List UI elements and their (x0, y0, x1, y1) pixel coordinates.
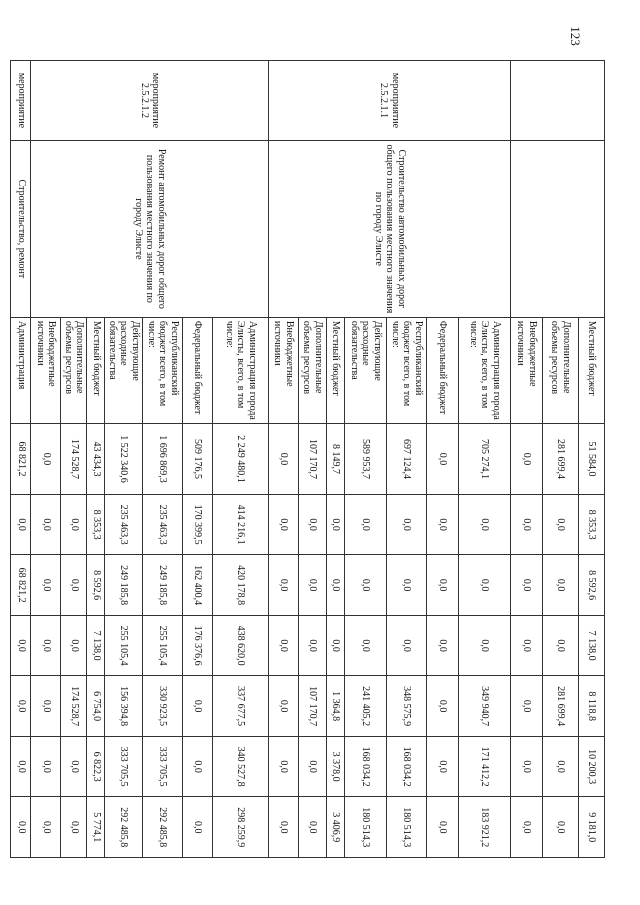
event-code-cell: мероприятие (11, 61, 31, 141)
amount-cell: 414 216,1 (213, 494, 269, 555)
amount-cell: 0,0 (299, 736, 327, 797)
amount-cell: 0,0 (511, 736, 543, 797)
amount-cell: 168 034,2 (387, 736, 427, 797)
amount-cell: 0,0 (543, 494, 579, 555)
amount-cell: 0,0 (61, 736, 87, 797)
funding-source-cell: Внебюджетные источники (269, 317, 299, 423)
table-row (213, 61, 269, 858)
amount-cell: 255 105,4 (105, 615, 143, 676)
amount-cell: 281 699,4 (543, 424, 579, 495)
amount-cell: 0,0 (427, 797, 459, 858)
event-code-cell: мероприятие 2.5.2.1.1 (269, 61, 511, 141)
amount-cell: 0,0 (299, 494, 327, 555)
amount-cell: 235 463,3 (105, 494, 143, 555)
table-row (459, 61, 511, 858)
amount-cell: 5 774,1 (87, 797, 105, 858)
amount-cell: 340 527,8 (213, 736, 269, 797)
amount-cell: 0,0 (427, 736, 459, 797)
amount-cell: 0,0 (345, 494, 387, 555)
amount-cell: 509 176,5 (183, 424, 213, 495)
rotated-table-wrapper (15, 60, 605, 858)
amount-cell: 0,0 (269, 494, 299, 555)
amount-cell: 0,0 (327, 555, 345, 616)
amount-cell: 0,0 (543, 797, 579, 858)
amount-cell: 0,0 (183, 797, 213, 858)
amount-cell: 0,0 (183, 676, 213, 737)
amount-cell: 292 485,8 (143, 797, 183, 858)
funding-source-cell: Внебюджетные источники (511, 317, 543, 423)
amount-cell: 68 821,2 (11, 555, 31, 616)
rotated-page-area (15, 60, 605, 858)
amount-cell: 162 400,4 (183, 555, 213, 616)
amount-cell: 333 705,5 (143, 736, 183, 797)
amount-cell: 8 353,3 (87, 494, 105, 555)
amount-cell: 8 353,3 (579, 494, 605, 555)
amount-cell: 0,0 (511, 797, 543, 858)
amount-cell: 0,0 (61, 555, 87, 616)
amount-cell: 0,0 (427, 615, 459, 676)
funding-source-cell: Федеральный бюджет (183, 317, 213, 423)
amount-cell: 6 822,3 (87, 736, 105, 797)
amount-cell: 0,0 (31, 615, 61, 676)
amount-cell: 0,0 (427, 424, 459, 495)
amount-cell: 51 584,0 (579, 424, 605, 495)
amount-cell: 8 592,6 (579, 555, 605, 616)
amount-cell: 0,0 (31, 797, 61, 858)
amount-cell: 0,0 (327, 615, 345, 676)
amount-cell: 0,0 (327, 494, 345, 555)
amount-cell: 0,0 (11, 797, 31, 858)
event-name-cell (511, 140, 605, 317)
amount-cell: 9 181,0 (579, 797, 605, 858)
amount-cell: 0,0 (31, 555, 61, 616)
funding-source-cell: Местный бюджет (87, 317, 105, 423)
amount-cell: 0,0 (427, 494, 459, 555)
amount-cell: 0,0 (299, 555, 327, 616)
amount-cell: 0,0 (511, 494, 543, 555)
event-name-cell: Ремонт автомобильных дорог общего пользования местного значения по городу Элисте (31, 140, 269, 317)
amount-cell: 255 105,4 (143, 615, 183, 676)
funding-source-cell: Дополнительные объемы ресурсов (299, 317, 327, 423)
amount-cell: 0,0 (543, 555, 579, 616)
amount-cell: 0,0 (31, 424, 61, 495)
funding-source-cell: Федеральный бюджет (427, 317, 459, 423)
amount-cell: 705 274,1 (459, 424, 511, 495)
amount-cell: 0,0 (31, 676, 61, 737)
amount-cell: 241 405,2 (345, 676, 387, 737)
funding-source-cell: Местный бюджет (327, 317, 345, 423)
funding-source-cell: Администрация города Элисты, всего, в том числе: (213, 317, 269, 423)
funding-source-cell: Администрация города Элисты, всего, в том числе: (459, 317, 511, 423)
funding-source-cell: Республиканский бюджет всего, в том числе: (143, 317, 183, 423)
amount-cell: 0,0 (459, 494, 511, 555)
amount-cell: 168 034,2 (345, 736, 387, 797)
amount-cell: 0,0 (387, 555, 427, 616)
amount-cell: 6 754,0 (87, 676, 105, 737)
amount-cell: 0,0 (183, 736, 213, 797)
amount-cell: 0,0 (269, 676, 299, 737)
amount-cell: 0,0 (387, 615, 427, 676)
amount-cell: 0,0 (387, 494, 427, 555)
amount-cell: 176 376,6 (183, 615, 213, 676)
funding-source-cell: Республиканский бюджет всего, в том числе: (387, 317, 427, 423)
amount-cell: 0,0 (11, 615, 31, 676)
table-row (11, 61, 31, 858)
amount-cell: 281 699,4 (543, 676, 579, 737)
event-name-cell: Строительство автомобильных дорог общего пользования местного значения по городу Элисте (269, 140, 511, 317)
amount-cell: 8 149,7 (327, 424, 345, 495)
amount-cell: 0,0 (31, 494, 61, 555)
amount-cell: 156 394,8 (105, 676, 143, 737)
amount-cell: 235 463,3 (143, 494, 183, 555)
amount-cell: 0,0 (543, 615, 579, 676)
funding-source-cell: Дополнительные объемы ресурсов (61, 317, 87, 423)
amount-cell: 7 138,0 (87, 615, 105, 676)
budget-table (11, 60, 606, 858)
table-row (579, 61, 605, 858)
amount-cell: 1 696 869,3 (143, 424, 183, 495)
page-number: 123 (567, 26, 583, 46)
amount-cell: 249 185,8 (143, 555, 183, 616)
amount-cell: 298 259,9 (213, 797, 269, 858)
amount-cell: 333 705,5 (105, 736, 143, 797)
amount-cell: 330 923,5 (143, 676, 183, 737)
amount-cell: 8 592,6 (87, 555, 105, 616)
amount-cell: 0,0 (61, 797, 87, 858)
funding-source-cell: Действующие расходные обязательства (105, 317, 143, 423)
funding-source-cell: Местный бюджет (579, 317, 605, 423)
amount-cell: 0,0 (61, 615, 87, 676)
event-code-cell (511, 61, 605, 141)
amount-cell: 180 514,3 (387, 797, 427, 858)
amount-cell: 0,0 (31, 736, 61, 797)
amount-cell: 8 118,8 (579, 676, 605, 737)
amount-cell: 348 575,9 (387, 676, 427, 737)
amount-cell: 2 249 480,1 (213, 424, 269, 495)
amount-cell: 171 412,2 (459, 736, 511, 797)
funding-source-cell: Администрация (11, 317, 31, 423)
amount-cell: 0,0 (11, 676, 31, 737)
amount-cell: 174 528,7 (61, 676, 87, 737)
amount-cell: 0,0 (427, 555, 459, 616)
amount-cell: 0,0 (427, 676, 459, 737)
amount-cell: 170 399,5 (183, 494, 213, 555)
amount-cell: 697 124,4 (387, 424, 427, 495)
event-code-cell: мероприятие 2.5.2.1.2 (31, 61, 269, 141)
amount-cell: 589 953,7 (345, 424, 387, 495)
amount-cell: 3 406,9 (327, 797, 345, 858)
amount-cell: 0,0 (299, 797, 327, 858)
amount-cell: 0,0 (61, 494, 87, 555)
amount-cell: 0,0 (269, 555, 299, 616)
amount-cell: 180 514,3 (345, 797, 387, 858)
amount-cell: 0,0 (543, 736, 579, 797)
funding-source-cell: Внебюджетные источники (31, 317, 61, 423)
amount-cell: 0,0 (269, 424, 299, 495)
amount-cell: 107 170,7 (299, 676, 327, 737)
amount-cell: 0,0 (299, 615, 327, 676)
amount-cell: 420 178,8 (213, 555, 269, 616)
amount-cell: 0,0 (459, 555, 511, 616)
amount-cell: 0,0 (511, 424, 543, 495)
amount-cell: 1 522 340,6 (105, 424, 143, 495)
amount-cell: 1 364,8 (327, 676, 345, 737)
amount-cell: 10 200,3 (579, 736, 605, 797)
event-name-cell: Строительство, ремонт (11, 140, 31, 317)
amount-cell: 349 940,7 (459, 676, 511, 737)
amount-cell: 249 185,8 (105, 555, 143, 616)
amount-cell: 0,0 (345, 615, 387, 676)
funding-source-cell: Действующие расходные обязательства (345, 317, 387, 423)
amount-cell: 337 677,5 (213, 676, 269, 737)
funding-source-cell: Дополнительные объемы ресурсов (543, 317, 579, 423)
amount-cell: 7 138,0 (579, 615, 605, 676)
amount-cell: 0,0 (511, 615, 543, 676)
amount-cell: 0,0 (269, 615, 299, 676)
amount-cell: 0,0 (459, 615, 511, 676)
amount-cell: 438 620,0 (213, 615, 269, 676)
amount-cell: 107 170,7 (299, 424, 327, 495)
amount-cell: 43 434,3 (87, 424, 105, 495)
amount-cell: 0,0 (11, 494, 31, 555)
budget-table-body (11, 61, 605, 858)
amount-cell: 0,0 (269, 797, 299, 858)
amount-cell: 0,0 (345, 555, 387, 616)
amount-cell: 0,0 (511, 555, 543, 616)
amount-cell: 68 821,2 (11, 424, 31, 495)
amount-cell: 0,0 (11, 736, 31, 797)
amount-cell: 292 485,8 (105, 797, 143, 858)
amount-cell: 3 378,0 (327, 736, 345, 797)
amount-cell: 183 921,2 (459, 797, 511, 858)
amount-cell: 174 528,7 (61, 424, 87, 495)
amount-cell: 0,0 (511, 676, 543, 737)
amount-cell: 0,0 (269, 736, 299, 797)
